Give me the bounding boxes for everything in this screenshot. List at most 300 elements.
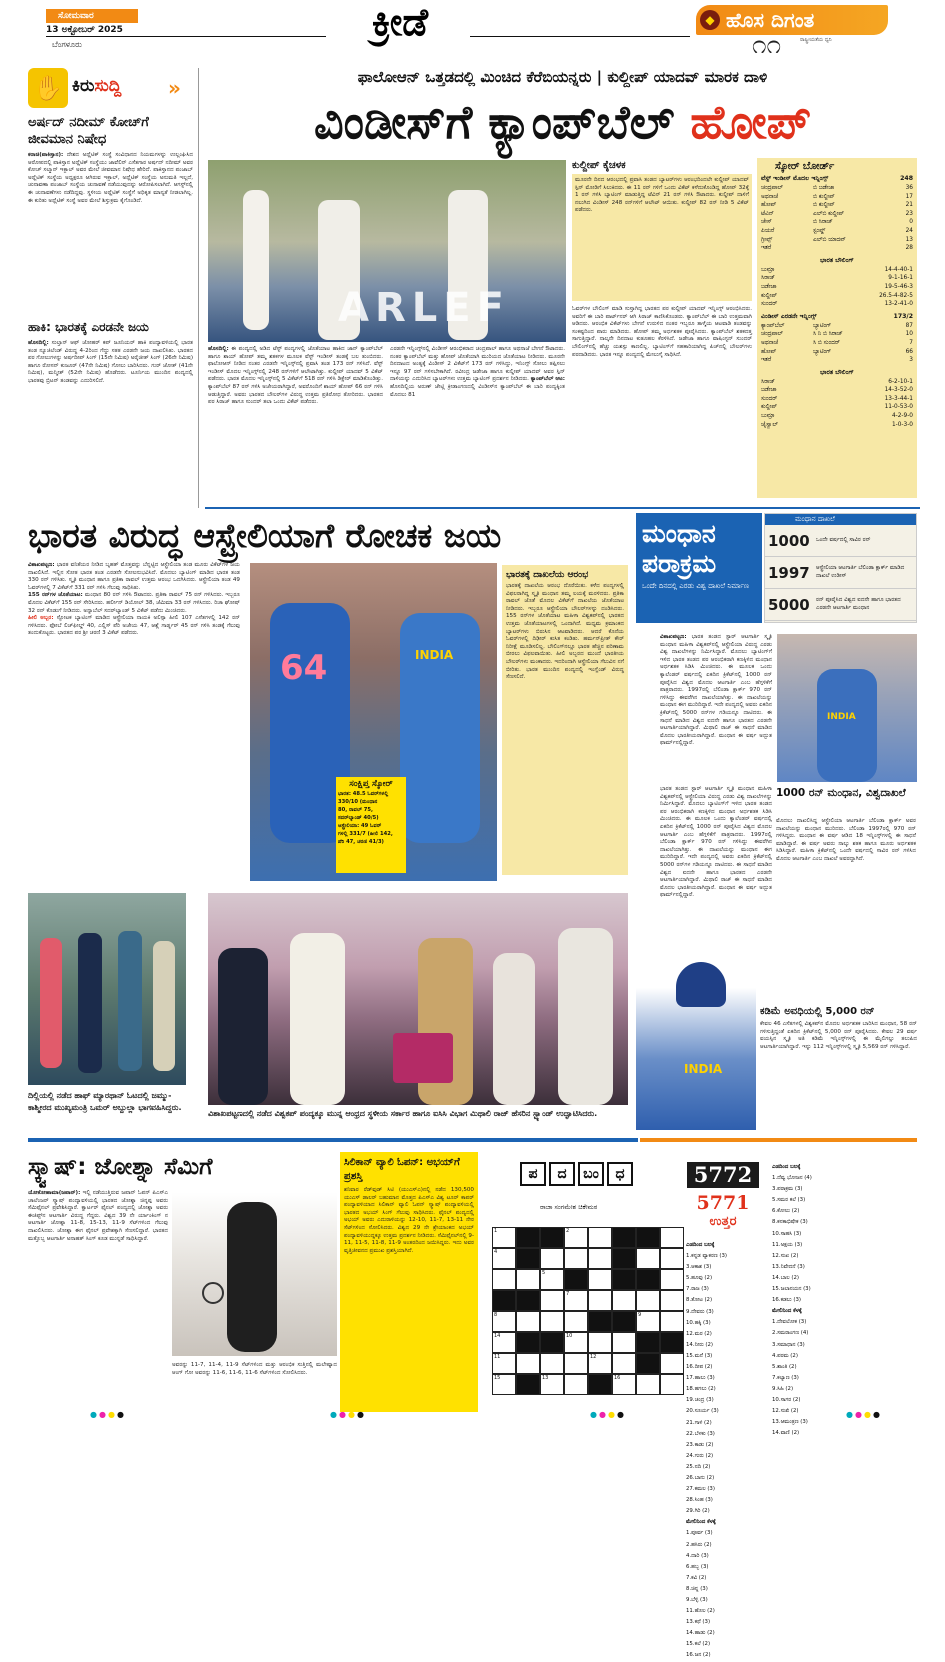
stadium-banner-icon: ARLEF [338, 285, 510, 331]
puzzle-title [520, 1162, 660, 1186]
bowling-row [761, 300, 913, 309]
score-how: ಎಲ್‌ಬಿ ಯಾದವ್ [813, 236, 846, 243]
bowler-name: ಬುಮ್ರಾ [761, 413, 775, 420]
registration-marks: ●●●● [590, 1410, 626, 1419]
scoreboard [757, 158, 917, 498]
cell-number: 16 [614, 1375, 621, 1381]
masthead [0, 0, 945, 60]
crossword-cell [636, 1374, 660, 1395]
cell-number: 7 [566, 1291, 570, 1297]
clue-item: 23.ಕಾಡು (2) [686, 1441, 714, 1448]
crossword-cell [612, 1269, 636, 1290]
score-runs: 7 [909, 339, 913, 346]
kirusuddi-label [72, 76, 121, 96]
lead-body-col2-text: ಎರಡನೇ ಇನ್ನಿಂಗ್ಸ್‌ನಲ್ಲಿ ವಿಂಡೀಸ್ ಆರಂಭಿಕರಾದ ಚಂದ್ರಪಾಲ್ ಹಾಗೂ ಅಥನಾಜೆ ಬೇಗನೆ ಔಟಾದರು. ನಂತರ ಕ್ಯಾಂಪ್‌ಬೆಲ್ ಮತ್ತು ಹೋಪ್ ಜೊತೆಯಾಗಿ ಮುರಿಯದ ಜೊತೆಯಾಟ ನೀಡಿದರು. ಮೂರನೇ ದಿನದಾಟದ ಅಂತ್ಯಕ್ಕೆ ವಿಂಡೀಸ್ 2 ವಿಕೆಟ್‌ಗೆ 173 ರನ್ ಗಳಿಸಿದ್ದು, ಇನಿಂಗ್ಸ್ ಸೋಲು ತಪ್ಪಿಸಲು ಇನ್ನೂ 97 ರನ್ ಗಳಿಸಬೇಕಾಗಿದೆ. ರವೀಂದ್ರ ಜಡೇಜಾ ಹಾಗೂ ಕುಲ್ದೀಪ್ ಯಾದವ್ ಅವರ ಸ್ಪಿನ್ ದಾಳಿಯನ್ನು ಎದುರಿಸಿದ ಬ್ಯಾಟರ್‌ಗಳು ಉತ್ತಮ ಬ್ಯಾಟಿಂಗ್ ಪ್ರದರ್ಶನ ನೀಡಿದರು. [390, 346, 565, 383]
cell-number: 15 [494, 1375, 501, 1381]
jersey-number: 64 [280, 648, 328, 688]
summary-line: ಗಳಲ್ಲಿ 331/7 (ಹೀಲಿ 142, [338, 831, 393, 837]
crossword-cell [564, 1290, 588, 1311]
aus-sub1-label: 155 ರನ್‌ಗಳ ಜೊತೆಯಾಟ: [28, 592, 83, 599]
clue-item: 10.ಹಕ್ಕಿ (3) [686, 1319, 711, 1326]
bowling-row [761, 421, 913, 430]
mandhana-body-text: ಭಾರತ ತಂಡದ ಸ್ಟಾರ್ ಆಟಗಾರ್ತಿ ಸ್ಮೃತಿ ಮಂಧಾನ ಮಹಿಳಾ ವಿಶ್ವಕಪ್‌ನಲ್ಲಿ ಆಸ್ಟ್ರೇಲಿಯಾ ವಿರುದ್ಧ ಎರಡು ವಿಶ್ವ ದಾಖಲೆಗಳನ್ನು ನಿರ್ಮಿಸಿದ್ದಾರೆ. ಮೊದಲು ಬ್ಯಾಟಿಂಗ್‌ಗೆ ಇಳಿದ ಭಾರತ ತಂಡದ ಪರ ಆರಂಭಿಕರಾಗಿ ಕಣಕ್ಕಿಳಿದ ಮಂಧಾನ ಅರ್ಧಶತಕ ಸಿಡಿಸಿ ಮಿಂಚಿದರು. ಈ ಮೂಲಕ ಒಂದು ಕ್ಯಾಲೆಂಡರ್ ವರ್ಷದಲ್ಲಿ ಏಕದಿನ ಕ್ರಿಕೆಟ್‌ನಲ್ಲಿ 1000 ರನ್ ಪೂರೈಸಿದ ವಿಶ್ವದ ಮೊದಲ ಆಟಗಾರ್ತಿ ಎಂಬ ಹೆಗ್ಗಳಿಕೆಗೆ ಪಾತ್ರರಾದರು. 1997ರಲ್ಲಿ ಬೆಲಿಂಡಾ ಕ್ಲಾರ್ಕ್ 970 ರನ್ ಗಳಿಸಿದ್ದು ಈವರೆಗಿನ ದಾಖಲೆಯಾಗಿತ್ತು. ಈ ದಾಖಲೆಯನ್ನು ಮಂಧಾನ ಈಗ ಮುರಿದಿದ್ದಾರೆ. ಇದೇ ಪಂದ್ಯದಲ್ಲಿ ಅವರು ಏಕದಿನ ಕ್ರಿಕೆಟ್‌ನಲ್ಲಿ 5000 ರನ್‌ಗಳ ಗಡಿಯನ್ನೂ ದಾಟಿದರು. ಈ ಸಾಧನೆ ಮಾಡಿದ ವಿಶ್ವದ ಐದನೇ ಹಾಗೂ ಭಾರತದ ಎರಡನೇ ಆಟಗಾರ್ತಿಯಾಗಿದ್ದಾರೆ. ಮಿಥಾಲಿ ರಾಜ್ ಈ ಸಾಧನೆ ಮಾಡಿದ ಮೊದಲ ಭಾರತೀಯರಾಗಿದ್ದಾರೆ. ಮಂಧಾನ ಈ ವರ್ಷ ಅದ್ಭುತ ಫಾರ್ಮ್‌ನಲ್ಲಿದ್ದಾರೆ. [660, 634, 773, 747]
clue-item: 12.ಮರ (2) [686, 1330, 712, 1337]
record-number: 1000 [768, 531, 810, 550]
crossword-cell [540, 1290, 564, 1311]
crossword-cell [492, 1269, 516, 1290]
record-text: ಒಂದೇ ವರ್ಷದಲ್ಲಿ ಸಾವಿರ ರನ್ [816, 536, 871, 543]
clue-item: 11.ಹೊಲ (2) [686, 1608, 715, 1615]
summary-line: ಸದರ್‌ಲ್ಯಾಂಡ್ 40/5) [338, 815, 379, 821]
lead-kicker: ಫಾಲೋಆನ್ ಒತ್ತಡದಲ್ಲಿ ಮಿಂಚಿದ ಕೆರೆಬಿಯನ್ನರು | ಕುಲ್ದೀಪ್ ಯಾದವ್ ಮಾರಕ ದಾಳಿ [357, 68, 768, 86]
clue-item: 10.ಸಾಹಸಿ (3) [772, 1230, 802, 1237]
kirusuddi-badge [28, 68, 186, 108]
crossword-cell [588, 1227, 612, 1248]
clue-item: 13.ನಿವೇದನೆ (3) [772, 1263, 805, 1270]
bowler-name: ಜೈಸ್ವಾಲ್ [761, 421, 778, 428]
crossword-cell [636, 1227, 660, 1248]
summary-title: ಸಂಕ್ಷಿಪ್ತ ಸ್ಕೋರ್ [349, 779, 393, 789]
kirusuddi-label-rest: ಸುದ್ದಿ [94, 76, 122, 96]
clue-item: 7.ರಾಜ (3) [686, 1286, 709, 1293]
runner-figure [118, 931, 142, 1071]
clue-item: 14.ಬಾಲ (2) [772, 1274, 800, 1281]
crossword-cell [492, 1332, 516, 1353]
score-row [761, 244, 913, 253]
bowler-name: ಸಿರಾಜ್ [761, 275, 775, 282]
lead-photo [208, 160, 566, 342]
score-row [761, 356, 913, 365]
score-runs: 0 [909, 219, 913, 226]
mandhana-banner [636, 513, 762, 623]
score-name: ಹೋಪ್ [761, 202, 777, 209]
score-how: ಬಿ ಸಿರಾಜ್ [813, 219, 833, 226]
puzzle-title-char: ಬಂ [578, 1162, 604, 1186]
bowler-figures: 14-3-52-0 [884, 387, 913, 394]
story2-text: ಸುಲ್ತಾನ್ ಆಫ್ ಜೋಹರ್ ಕಪ್ ಜೂನಿಯರ್ ಹಾಕಿ ಪಂದ್ಯಾವಳಿಯಲ್ಲಿ ಭಾರತ ತಂಡ ನ್ಯೂಜಿಲೆಂಡ್ ವಿರುದ್ಧ 4-2ರಿಂದ ಗೆದ್ದು ಸತತ ಎರಡನೇ ಜಯ ದಾಖಲಿಸಿತು. ಭಾರತದ ಪರ ಗೋಲುಗಳನ್ನು ಅರ್ಷದೀಪ್ ಸಿಂಗ್ (15ನೇ ನಿಮಿಷ) ಅರೈಜೀತ್ ಸಿಂಗ್ (26ನೇ ನಿಮಿಷ) ಹಾಗೂ ರೋಸನ್ ಕುಜೂರ್ (47ನೇ ನಿಮಿಷ) ಗೋಲು ಬಾರಿಸಿದರು. ಗುರ್ ಜೋತ್ (41ನೇ ನಿಮಿಷ), ಮನ್ಮೀತ್ (52ನೇ ನಿಮಿಷ) ಹೊಡೆದರು. ಟೂರ್ನಿಯ ಮುಂದಿನ ಪಂದ್ಯದಲ್ಲಿ ಭಾರತವು ಬ್ರಿಟನ್ ತಂಡವನ್ನು ಎದುರಿಸಲಿದೆ. [28, 340, 194, 384]
prev-puzzle-number: 5771 [696, 1192, 750, 1214]
crossword-cell [660, 1332, 684, 1353]
crossword-cell [540, 1311, 564, 1332]
crossword-cell [588, 1290, 612, 1311]
bowler-name: ಕುಲ್ದೀಪ್ [761, 292, 777, 299]
clue-item: 9.ದೇವರು (3) [686, 1308, 714, 1315]
crossword-cell [516, 1227, 540, 1248]
registration-marks: ●●●● [846, 1410, 882, 1419]
cell-number: 2 [566, 1228, 570, 1234]
clue-item: 1.ಪೂರ್ವ (3) [686, 1530, 713, 1537]
record-number: 5000 [768, 595, 810, 614]
aus-body [28, 562, 240, 880]
score-row [761, 339, 913, 348]
crossword-cell [540, 1269, 564, 1290]
score-name: ಅಥನಾಜೆ [761, 193, 778, 200]
event-photo [208, 893, 628, 1105]
clue-item: 29.ಗಿರಿ (2) [686, 1508, 710, 1515]
score-runs: 87 [905, 322, 913, 329]
crossword-cell [564, 1353, 588, 1374]
story1-headline: ಅರ್ಷದ್ ನದೀಮ್ ಕೋಚ್‌ಗೆ ಜೀವಮಾನ ನಿಷೇಧ [28, 115, 149, 147]
score-name: ಇತರೆ [761, 245, 772, 252]
crossword-cell [660, 1311, 684, 1332]
clue-item: 13.ಕಥೆ (3) [686, 1619, 711, 1626]
crossword-cell [588, 1269, 612, 1290]
bowling-row [761, 378, 913, 387]
clue-item: 18.ಹಗಲು (2) [686, 1386, 716, 1393]
bowler-figures: 19-5-46-3 [884, 283, 913, 290]
scoreboard-bowl2-rows [761, 378, 913, 430]
lead-caption-label: ಕ್ಯಾಂಪ್‌ಬೆಲ್ ಆಟ: [530, 376, 565, 383]
records-box [764, 513, 917, 623]
player-figure [243, 190, 269, 330]
brand-logo [696, 5, 888, 35]
crossword-cell [588, 1374, 612, 1395]
silicon-headline: ಸಿಲಿಕಾನ್ ವ್ಯಾಲಿ ಓಪನ್: ಅಭಯ್‌ಗೆ ಪ್ರಶಸ್ತಿ [344, 1157, 460, 1182]
crossword-cell [612, 1353, 636, 1374]
answers-down-title: ಮೇಲಿನಿಂದ ಕೆಳಕ್ಕೆ [772, 1308, 802, 1315]
crossword-cell [588, 1332, 612, 1353]
across-title: ಎಡದಿಂದ ಬಲಕ್ಕೆ [686, 1242, 715, 1248]
lead-body-col1-text: ಈ ಪಂದ್ಯದಲ್ಲಿ ಅಡಿದ ಟೆಸ್ಟ್ ಪಂದ್ಯಗಳಲ್ಲಿ ಜೊತೆಯಾಟ ಹಾಕಿದ ಜಾನ್ ಕ್ಯಾಂಪ್‌ಬೆಲ್ ಹಾಗೂ ಶಾಯ್ ಹೋಪ್ ತಮ್ಮ ಶತಕಗಳ ಮೂಲಕ ವೆಸ್ಟ್ ಇಂಡೀಸ್ ತಂಡಕ್ಕೆ ಬಲ ತುಂಬಿದರು. ಫಾಲೋಆನ್ ನೀಡಿದ ನಂತರ ಎರಡನೇ ಇನ್ನಿಂಗ್ಸ್‌ನಲ್ಲಿ ಪ್ರವಾಸಿ ತಂಡ 173 ರನ್ ಗಳಿಸಿದೆ. ವೆಸ್ಟ್ ಇಂಡೀಸ್ ಮೊದಲ ಇನ್ನಿಂಗ್ಸ್‌ನಲ್ಲಿ 248 ರನ್‌ಗಳಿಗೆ ಆಲೌಟಾಗಿತ್ತು. ಕುಲ್ದೀಪ್ ಯಾದವ್ 5 ವಿಕೆಟ್ ಪಡೆದರು. ಭಾರತ ಮೊದಲ ಇನ್ನಿಂಗ್ಸ್‌ನಲ್ಲಿ 5 ವಿಕೆಟ್‌ಗೆ 518 ರನ್ ಗಳಿಸಿ ಡಿಕ್ಲೇರ್ ಮಾಡಿಕೊಂಡಿತ್ತು. ಕ್ಯಾಂಪ್‌ಬೆಲ್ 87 ರನ್ ಗಳಿಸಿ ಅಜೇಯರಾಗಿದ್ದಾರೆ, ಅವರೊಂದಿಗೆ ಶಾಯ್ ಹೋಪ್ 66 ರನ್ ಗಳಿಸಿ ಆಡುತ್ತಿದ್ದಾರೆ. ಅವರು ಭಾರತದ ಬೌಲರ್‌ಗಳ ವಿರುದ್ಧ ಉತ್ತಮ ಪ್ರತಿರೋಧ ತೋರಿದರು. ಭಾರತದ ಪರ ಸಿರಾಜ್ ಹಾಗೂ ಸುಂದರ್ ತಲಾ ಒಂದು ವಿಕೆಟ್ ಪಡೆದರು. [208, 346, 383, 406]
score-runs: 66 [905, 348, 913, 355]
crossword-cell [540, 1353, 564, 1374]
person-figure [290, 933, 345, 1105]
score-how: ಬ್ಯಾಟಿಂಗ್ [813, 348, 832, 355]
score-row [761, 236, 913, 245]
cell-number: 1 [494, 1228, 498, 1234]
score-runs: 23 [905, 210, 913, 217]
aus-side-box [502, 565, 628, 875]
lead-body-col2 [390, 346, 565, 504]
silicon-box [340, 1152, 478, 1412]
mandhana-sub1-title: 1000 ರನ್ ಮಂಧಾನ, ವಿಶ್ವದಾಖಲೆ [776, 787, 906, 799]
bowler-figures: 4-2-9-0 [891, 413, 913, 420]
squash-headline: ಸ್ಕ್ವಾಷ್: ಜೋಶ್ನಾ ಸೆಮಿಗೆ [28, 1154, 213, 1180]
cell-number: 4 [494, 1249, 498, 1255]
score-name: ಚಂದ್ರಪಾಲ್ [761, 331, 783, 338]
puzzle-number: 5772 [687, 1162, 759, 1188]
crossword-cell [660, 1353, 684, 1374]
cell-number: 5 [542, 1270, 546, 1276]
crossword-cell [612, 1311, 636, 1332]
score-name: ಕ್ಯಾಂಪ್‌ಬೆಲ್ [761, 322, 785, 329]
kuldeep-title: ಕುಲ್ದೀಪ್ ಕೈಚಳಕ [572, 160, 626, 171]
story2-headline: ಹಾಕಿ: ಭಾರತಕ್ಕೆ ಎರಡನೇ ಜಯ [28, 320, 149, 334]
clue-item: 20.ಸೂರ್ಯ (3) [686, 1408, 719, 1415]
bowler-figures: 13-2-41-0 [884, 301, 913, 308]
page-number: ೧೧ [752, 30, 782, 60]
crossword-cell [516, 1269, 540, 1290]
clue-item: 15.ಕಲೆ (2) [686, 1641, 711, 1648]
crossword-cell [516, 1290, 540, 1311]
clue-item: 9.ಸಿಹಿ (2) [772, 1385, 794, 1392]
crossword-cell [588, 1248, 612, 1269]
records-title: ಮಂಧಾನ ದಾಖಲೆ [765, 514, 916, 525]
crossword-cell [516, 1353, 540, 1374]
kuldeep-body: ಮೂರನೇ ದಿನದ ಆರಂಭದಲ್ಲಿ ಪ್ರವಾಸಿ ತಂಡದ ಬ್ಯಾಟರ್‌ಗಳು ಆರಂಭದಿಂದಲೇ ಕುಲ್ದೀಪ್ ಯಾದವ್ ಸ್ಪಿನ್ ಮೋಡಿಗೆ ಸಿಲುಕಿದರು. ಈ 11 ರನ್ ಗಳಿಗೆ ಒಂದು ವಿಕೆಟ್ ಕಳೆದುಕೊಂಡಿದ್ದ ಹೋಪ್ 32ಕ್ಕೆ 1 ರನ್ ಗಳಿಸಿ ಬ್ಯಾಟಿಂಗ್ ಮಾಡುತ್ತಿದ್ದ ಟೆವಿನ್ 21 ರನ್ ಗಳಿಸಿ ಔಟಾದರು. ಕುಲ್ದೀಪ್ ದಾಳಿಗೆ ನಲುಗಿದ ವಿಂಡೀಸ್ 248 ರನ್‌ಗಳಿಗೆ ಆಲೌಟ್ ಆಯಿತು. ಕುಲ್ದೀಪ್ 82 ರನ್ ನೀಡಿ 5 ವಿಕೆಟ್ ಪಡೆದರು. [575, 177, 749, 214]
day-badge: ಸೋಮವಾರ [46, 9, 138, 23]
score-runs: 10 [905, 331, 913, 338]
bowler-name: ಸುಂದರ್ [761, 301, 778, 308]
crossword-cell [516, 1332, 540, 1353]
answer-clues [772, 1162, 920, 1437]
crossword-cell [588, 1311, 612, 1332]
mandhana-subtitle: ಒಂದೇ ದಿನದಲ್ಲಿ ಎರಡು ವಿಶ್ವ ದಾಖಲೆ ನಿರ್ಮಾಣ [642, 582, 749, 590]
clue-item: 1.ಕನ್ನಡ ವ್ಯಾಕರಣ (3) [686, 1253, 727, 1260]
clue-item: 13.ಆಮಂತ್ರಣ (3) [772, 1419, 808, 1426]
clue-item: 10.ಸಾಗರ (2) [772, 1396, 801, 1403]
crossword-cell [564, 1248, 588, 1269]
header-rule-right [470, 36, 690, 37]
clue-item: 16.ಜನ (2) [686, 1652, 711, 1659]
cell-number: 8 [494, 1312, 498, 1318]
lead-caption-text: ಹೊಸದಿಲ್ಲಿಯ ಅರುಣ್ ಜೇಟ್ಲಿ ಕ್ರೀಡಾಂಗಣದಲ್ಲಿ ವಿಂಡೀಸ್‌ನ ಕ್ಯಾಂಪ್‌ಬೆಲ್ ಈ ಬಾರಿ ಪಂದ್ಯಕ್ಕಿಂತ ಮೊದಲು 81 [390, 383, 565, 398]
person-figure [493, 953, 535, 1105]
record-item [765, 557, 916, 589]
player-figure [227, 1202, 277, 1352]
person-figure [218, 948, 268, 1105]
hand-icon: ✋ [28, 68, 68, 108]
cell-number: 11 [494, 1354, 501, 1360]
bowler-name: ಜಡೇಜಾ [761, 283, 777, 290]
clue-item: 7.ಕವಿ (2) [686, 1574, 707, 1581]
puzzle-title-char: ದ [549, 1162, 575, 1186]
crossword-cell [492, 1311, 516, 1332]
score-row [761, 218, 913, 227]
lead-body-col1 [208, 346, 383, 504]
crossword-cell [564, 1227, 588, 1248]
clue-item: 6.ಹಬ್ಬ (3) [686, 1563, 709, 1570]
mandhana-photo [777, 634, 917, 782]
cell-number: 12 [590, 1354, 597, 1360]
bowler-figures: 6-2-10-1 [888, 378, 913, 385]
clue-item: 15.ಜಲಾನಯನ (3) [772, 1286, 811, 1293]
crossword-cell [612, 1332, 636, 1353]
mandhana-dateline: ವಿಶಾಖಪಟ್ಟಣ: [660, 634, 687, 640]
crossword-cell [564, 1332, 588, 1353]
score-runs: 17 [905, 193, 913, 200]
kirusuddi-label-bold: ಕಿರು [72, 76, 95, 96]
clue-item: 17.ಹಾಲು (3) [686, 1375, 715, 1382]
silicon-body: ಶನಿವಾರ ರೆಡ್‌ವುಡ್ ಸಿಟಿ (ಯುಎಸ್‌ಎ)ನಲ್ಲಿ ನಡೆದ 130,500 ಯುಎಸ್ ಡಾಲರ್ ಬಹುಮಾನ ಮೊತ್ತದ ಪಿಎಸ್‌ಎ ವಿಶ್ವ ಟೂರ್ ಕಾಪರ್ ಪಂದ್ಯಾವಳಿಯಾದ ಸಿಲಿಕಾನ್ ವ್ಯಾಲಿ ಓಪನ್ ಸ್ಕ್ವಾಷ್ ಪಂದ್ಯಾವಳಿಯಲ್ಲಿ ಭಾರತದ ಅಭಯ್ ಸಿಂಗ್ ಗೆಲುವು ಸಾಧಿಸಿದರು. ಫೈನಲ್ ಪಂದ್ಯದಲ್ಲಿ ಅಭಯ್ ಅವರು ಎದುರಾಳಿಯನ್ನು 12-10, 11-7, 13-11 ನೇರ ಸೆಟ್‌ಗಳಿಂದ ಸೋಲಿಸಿದರು. ವಿಶ್ವದ 29 ನೇ ಶ್ರೇಯಾಂಕದ ಅಭಯ್ ಪಂದ್ಯಾವಳಿಯುದ್ದಕ್ಕೂ ಉತ್ತಮ ಪ್ರದರ್ಶನ ನೀಡಿದರು. ಸೆಮಿಫೈನಲ್‌ನಲ್ಲಿ 9-11, 11-5, 11-8, 11-9 ಅಂತರದಿಂದ ಜಯಿಸಿದ್ದರು. ಇದು ಅವರ ವೃತ್ತಿಜೀವನದ ಪ್ರಮುಖ ಪ್ರಶಸ್ತಿಯಾಗಿದೆ. [344, 1187, 474, 1254]
clue-item: 25.ನದಿ (2) [686, 1463, 711, 1470]
clue-item: 4.ಪರಮ (2) [772, 1352, 798, 1359]
score-how: ಬಿ ಕುಲ್ದೀಪ್ [813, 193, 835, 200]
clue-item: 8.ಕನಕಾಭಿಷೇಕ (3) [772, 1219, 808, 1226]
bowling-row [761, 266, 913, 275]
crossword-cell [564, 1311, 588, 1332]
cell-number: 10 [566, 1333, 573, 1339]
clue-item: 27.ಕಮಲ (3) [686, 1486, 715, 1493]
clue-item: 6.ಕೋಲು (2) [772, 1208, 800, 1215]
story2-dateline: ಹೊಸದಿಲ್ಲಿ: [28, 340, 49, 346]
clue-item: 15.ಮನೆ (3) [686, 1352, 713, 1359]
crossword-cell [540, 1227, 564, 1248]
marathon-photo [28, 893, 186, 1085]
puzzle-title-char: ಪ [520, 1162, 546, 1186]
crossword-cell [516, 1248, 540, 1269]
crossword-cell [636, 1332, 660, 1353]
crossword-grid [492, 1227, 684, 1395]
bowling-row [761, 386, 913, 395]
bowler-name: ಕುಲ್ದೀಪ್ [761, 404, 777, 411]
brand-name: ಹೊಸ ದಿಗಂತ [726, 8, 815, 32]
score-row [761, 227, 913, 236]
clue-item: 5.ಹೂವು (2) [686, 1275, 713, 1282]
squash-dateline: ಯೋಕೋಹಾಮಾ(ಜಪಾನ್): [28, 1190, 81, 1196]
crossword-cell [660, 1374, 684, 1395]
mandhana-sub2-body: ಕೇವಲ 46 ಎಸೆತಗಳಲ್ಲಿ ವಿಶ್ವಕಪ್‌ನ ಮೊದಲ ಅರ್ಧಶತಕ ಬಾರಿಸಿದ ಮಂಧಾನ, 58 ರನ್ ಗಳಿಸುತ್ತಿದ್ದಂತೆ ಏಕದಿನ ಕ್ರಿಕೆಟ್‌ನಲ್ಲಿ 5,000 ರನ್ ಪೂರೈಸಿದರು. ಕೇವಲ 29 ವರ್ಷ ವಯಸ್ಸಿನ ಸ್ಮೃತಿ ಅತಿ ಕಡಿಮೆ ಇನ್ನಿಂಗ್ಸ್‌ಗಳಲ್ಲಿ ಈ ಮೈಲಿಗಲ್ಲು ತಲುಪಿದ ಆಟಗಾರ್ತಿಯಾಗಿದ್ದಾರೆ. ಇನ್ನು 112 ಇನ್ನಿಂಗ್ಸ್‌ಗಳಲ್ಲಿ ಸ್ಮೃತಿ 5,569 ರನ್ ಗಳಿಸಿದ್ದಾರೆ. [760, 1021, 917, 1050]
india-logo-icon: INDIA [415, 648, 454, 662]
bowler-figures: 13-3-44-1 [884, 395, 913, 402]
clue-item: 2.ಹಸಿರು (2) [686, 1541, 712, 1548]
cell-number: 13 [542, 1375, 549, 1381]
score-row [761, 184, 913, 193]
crossword-cell [516, 1374, 540, 1395]
score-row [761, 210, 913, 219]
down-title: ಮೇಲಿನಿಂದ ಕೆಳಕ್ಕೆ [686, 1519, 716, 1526]
clue-item: 4.ದಾರಿ (3) [686, 1552, 709, 1559]
crossword-cell [612, 1227, 636, 1248]
score-runs: 3 [909, 357, 913, 364]
clue-item: 16.ಕಡಲು (3) [772, 1297, 801, 1304]
clue-item: 21.ಗಾಳಿ (2) [686, 1419, 712, 1426]
kuldeep-body2: ಓವರ್‌ಗಳ ಬೌಲಿಂಗ್ ಮಾಡಿ ಸುಸ್ತಾಗಿದ್ದ ಭಾರತದ ಪರ ಕುಲ್ದೀಪ್ ಯಾದವ್ ಇನ್ನಿಂಗ್ಸ್ ಆರಂಭಿಸಿದರು. ಅವರಿಗೆ ಈ ಬಾರಿ ಪಾರ್ಟ್‌ನರ್ ಆಗಿ ಸಿರಾಜ್ ಕಾಣಿಸಿಕೊಂಡರು. ಕ್ಯಾಂಪ್‌ಬೆಲ್ ಈ ಬಾರಿ ಉತ್ತಮವಾಗಿ ಆಡಿದರು. ಆರಂಭಿಕ ವಿಕೆಟ್‌ಗಳು ಬೇಗನೆ ಉರುಳಿದ ನಂತರ ಇಬ್ಬರೂ ತಾಳ್ಮೆಯ ಆಟವಾಡಿ ತಂಡವನ್ನು ಸಂಕಷ್ಟದಿಂದ ಪಾರು ಮಾಡಿದರು. ಹೋಪ್ ತಮ್ಮ ಅರ್ಧಶತಕ ಪೂರೈಸಿದರು. ಕ್ಯಾಂಪ್‌ಬೆಲ್ ಶತಕದತ್ತ ಸಾಗುತ್ತಿದ್ದಾರೆ. ನಾಲ್ಕನೇ ದಿನದಾಟ ಕುತೂಹಲ ಕೆರಳಿಸಿದೆ. ಜಡೇಜಾ ಹಾಗೂ ವಾಷಿಂಗ್ಟನ್ ಸುಂದರ್ ಬೌಲಿಂಗ್‌ನಲ್ಲಿ ಹೆಚ್ಚು ಯಶಸ್ಸು ಕಾಣಲಿಲ್ಲ. ಬ್ಯಾಟಿಂಗ್‌ಗೆ ಸಹಕಾರಿಯಾಗಿದ್ದ ಪಿಚ್‌ನಲ್ಲಿ ಬೌಲರ್‌ಗಳು ಪರದಾಡಿದರು. ಭಾರತ ಇನ್ನೂ ಪಂದ್ಯದಲ್ಲಿ ಮೇಲುಗೈ ಸಾಧಿಸಿದೆ. [572, 306, 752, 358]
bowler-name: ಜಡೇಜಾ [761, 387, 777, 394]
crossword-cell [492, 1374, 516, 1395]
crossword-cell [660, 1290, 684, 1311]
score-runs: 13 [905, 236, 913, 243]
clue-item: 24.ಗುರು (2) [686, 1452, 714, 1459]
clue-item: 5.ಶಾಂತಿ (2) [772, 1363, 797, 1370]
clue-item: 2.ಸಮರಾಂಗಣ (4) [772, 1330, 809, 1337]
crossword-cell [564, 1374, 588, 1395]
crossword-cell [660, 1248, 684, 1269]
squash-body [28, 1190, 168, 1410]
clue-item: 8.ಚಿನ್ನ (3) [686, 1585, 708, 1592]
mandhana-body-cont: ಭಾರತ ತಂಡದ ಸ್ಟಾರ್ ಆಟಗಾರ್ತಿ ಸ್ಮೃತಿ ಮಂಧಾನ ಮಹಿಳಾ ವಿಶ್ವಕಪ್‌ನಲ್ಲಿ ಆಸ್ಟ್ರೇಲಿಯಾ ವಿರುದ್ಧ ಎರಡು ವಿಶ್ವ ದಾಖಲೆಗಳನ್ನು ನಿರ್ಮಿಸಿದ್ದಾರೆ. ಮೊದಲು ಬ್ಯಾಟಿಂಗ್‌ಗೆ ಇಳಿದ ಭಾರತ ತಂಡದ ಪರ ಆರಂಭಿಕರಾಗಿ ಕಣಕ್ಕಿಳಿದ ಮಂಧಾನ ಅರ್ಧಶತಕ ಸಿಡಿಸಿ ಮಿಂಚಿದರು. ಈ ಮೂಲಕ ಒಂದು ಕ್ಯಾಲೆಂಡರ್ ವರ್ಷದಲ್ಲಿ ಏಕದಿನ ಕ್ರಿಕೆಟ್‌ನಲ್ಲಿ 1000 ರನ್ ಪೂರೈಸಿದ ವಿಶ್ವದ ಮೊದಲ ಆಟಗಾರ್ತಿ ಎಂಬ ಹೆಗ್ಗಳಿಕೆಗೆ ಪಾತ್ರರಾದರು. 1997ರಲ್ಲಿ ಬೆಲಿಂಡಾ ಕ್ಲಾರ್ಕ್ 970 ರನ್ ಗಳಿಸಿದ್ದು ಈವರೆಗಿನ ದಾಖಲೆಯಾಗಿತ್ತು. ಈ ದಾಖಲೆಯನ್ನು ಮಂಧಾನ ಈಗ ಮುರಿದಿದ್ದಾರೆ. ಇದೇ ಪಂದ್ಯದಲ್ಲಿ ಅವರು ಏಕದಿನ ಕ್ರಿಕೆಟ್‌ನಲ್ಲಿ 5000 ರನ್‌ಗಳ ಗಡಿಯನ್ನೂ ದಾಟಿದರು. ಈ ಸಾಧನೆ ಮಾಡಿದ ವಿಶ್ವದ ಐದನೇ ಹಾಗೂ ಭಾರತದ ಎರಡನೇ ಆಟಗಾರ್ತಿಯಾಗಿದ್ದಾರೆ. ಮಿಥಾಲಿ ರಾಜ್ ಈ ಸಾಧನೆ ಮಾಡಿದ ಮೊದಲ ಭಾರತೀಯರಾಗಿದ್ದಾರೆ. ಮಂಧಾನ ಈ ವರ್ಷ ಅದ್ಭುತ ಫಾರ್ಮ್‌ನಲ್ಲಿದ್ದಾರೆ. [660, 786, 772, 899]
crossword-cell [540, 1374, 564, 1395]
runner-figure [78, 933, 102, 1073]
clue-item: 12.ಸುಖ (2) [772, 1252, 799, 1259]
score-name: ಹೋಪ್ [761, 348, 777, 355]
score-row [761, 330, 913, 339]
helmet-icon [676, 962, 726, 1007]
bowling-row [761, 292, 913, 301]
across-clues [686, 1240, 770, 1659]
prev-puzzle-label: ಉತ್ತರ [709, 1214, 737, 1229]
record-item [765, 589, 916, 621]
crossword-cell [660, 1269, 684, 1290]
score-row [761, 322, 913, 331]
header-rule [46, 36, 326, 37]
summary-line: ಭಾರತ: 48.5 ಓವರ್‌ಗಳಲ್ಲಿ 330/10 (ಮಂಧಾನ [338, 791, 389, 805]
crossword-cell [612, 1290, 636, 1311]
cell-number: 14 [494, 1333, 501, 1339]
kuldeep-box [572, 174, 752, 301]
crossword-cell [636, 1269, 660, 1290]
crossword-cell [492, 1248, 516, 1269]
brand-tagline: ರಾಷ್ಟ್ರೀಯತೆಯ ಧ್ವನಿ [800, 37, 832, 43]
score-name: ಟೆವಿನ್ [761, 210, 774, 217]
lead-headline-accent: ಹೋಪ್ [690, 95, 812, 149]
crossword-cell [540, 1332, 564, 1353]
issue-date: 13 ಅಕ್ಟೋಬರ್ 2025 [46, 25, 123, 35]
crossword-cell [492, 1290, 516, 1311]
clue-item: 11.ಅಕ್ಷಯ (3) [772, 1241, 803, 1248]
mandhana-title-l2: ಪರಾಕ್ರಮ [642, 549, 717, 578]
lead-headline [205, 92, 920, 152]
lead-dateline: ಹೊಸದಿಲ್ಲಿ: [208, 346, 229, 352]
aus-sub2-text: ಸ್ಫೋಟಕ ಬ್ಯಾಟಿಂಗ್ ಮಾಡಿದ ಆಸ್ಟ್ರೇಲಿಯಾ ನಾಯಕಿ ಅಲಿಸ್ಸಾ ಹೀಲಿ 107 ಎಸೆತಗಳಲ್ಲಿ 142 ರನ್ ಗಳಿಸಿದರು. ಫೋಬೆ ಲಿಚ್‌ಫೀಲ್ಡ್ 40, ಎಲ್ಲಿಸ್ ಪೆರಿ ಅಜೇಯ 47, ಆಶ್ಲೆ ಗಾರ್ಡ್ನರ್ 45 ರನ್ ಗಳಿಸಿ ತಂಡಕ್ಕೆ ಗೆಲುವು ತಂದುಕೊಟ್ಟರು. ಭಾರತದ ಪರ ಶ್ರೀ ಚರಣಿ 3 ವಿಕೆಟ್ ಪಡೆದರು. [28, 615, 241, 637]
score-row [761, 348, 913, 357]
record-number: 1997 [768, 563, 810, 582]
squash-body-text: ಇಲ್ಲಿ ನಡೆಯುತ್ತಿರುವ ಜಪಾನ್ ಓಪನ್ ಪಿಎಸ್‌ಎ ಚಾಲೆಂಜರ್ ಸ್ಕ್ವಾಷ್ ಪಂದ್ಯಾವಳಿಯಲ್ಲಿ ಭಾರತದ ಜೋಶ್ನಾ ಚಿನ್ನಪ್ಪ ಅವರು ಸೆಮಿಫೈನಲ್ ಪ್ರವೇಶಿಸಿದ್ದಾರೆ. ಕ್ವಾರ್ಟರ್ ಫೈನಲ್ ಪಂದ್ಯದಲ್ಲಿ ಜೋಶ್ನಾ ಅವರು ಈಜಿಪ್ಟ್‌ನ ಆಟಗಾರ್ತಿ ವಿರುದ್ಧ ಗೆದ್ದರು. ವಿಶ್ವದ 39 ನೇ ರ್ಯಾಂಕಿಂಗ್ ನ ಆಟಗಾರ್ತಿ ಜೋಶ್ನಾ 11-8, 15-13, 11-9 ಸೆಟ್‌ಗಳಿಂದ ಗೆಲುವು ದಾಖಲಿಸಿದರು. ಜೋಶ್ನಾ ಈಗ ಫೈನಲ್ ಪ್ರವೇಶಕ್ಕಾಗಿ ಸೆಣಸಲಿದ್ದಾರೆ. ಭಾರತದ ಮತ್ತೊಬ್ಬ ಆಟಗಾರ್ತಿ ಅನಾಹತ್ ಸಿಂಗ್ ಕೂಡ ಮುನ್ನಡೆ ಸಾಧಿಸಿದ್ದಾರೆ. [28, 1190, 168, 1242]
racquet-icon [202, 1282, 224, 1304]
record-text: ರನ್ ಪೂರೈಸಿದ ವಿಶ್ವದ ಐದನೇ ಹಾಗೂ ಭಾರತದ ಎರಡನೇ ಆಟಗಾರ್ತಿ ಮಂಧಾನ [816, 597, 901, 611]
record-text: ಆಸ್ಟ್ರೇಲಿಯಾ ಆಟಗಾರ್ತಿ ಬೆಲಿಂಡಾ ಕ್ಲಾರ್ಕ್ ಮಾಡಿದ ದಾಖಲೆ ಉಡೀಸ್ [816, 565, 905, 579]
score-how: ಬಿ ಜಡೇಜಾ [813, 185, 835, 191]
crossword-cell [636, 1311, 660, 1332]
runner-figure [153, 941, 175, 1071]
clue-item: 3.ಪರಾಕ್ರಮ (3) [772, 1186, 803, 1193]
score-how: ಎಲ್‌ಬಿ ಕುಲ್ದೀಪ್ [813, 210, 845, 217]
crossword-cell [564, 1269, 588, 1290]
score-how: ಬಿ ಕುಲ್ದೀಪ್ [813, 202, 835, 209]
score-runs: 24 [905, 227, 913, 234]
records-list [765, 525, 916, 621]
aus-dateline: ವಿಶಾಖಪಟ್ಟಣ: [28, 562, 55, 568]
bottom-rule-blue [28, 1138, 638, 1142]
crossword-cell [612, 1374, 636, 1395]
clue-item: 16.ದೀಪ (2) [686, 1364, 713, 1371]
scoreboard-bowl1-header: ಭಾರತ ಬೌಲಿಂಗ್ [820, 256, 854, 264]
bowling-row [761, 395, 913, 404]
answers-across-title: ಎಡದಿಂದ ಬಲಕ್ಕೆ [772, 1164, 801, 1170]
score-runs: 28 [905, 245, 913, 252]
bowling-row [761, 412, 913, 421]
crossword-cell [636, 1248, 660, 1269]
score-runs: 21 [905, 202, 913, 209]
score-name: ಪಿಯರೆ [761, 227, 775, 234]
scoreboard-inn2-header: ವಿಂಡೀಸ್ ಎರಡನೇ ಇನ್ನಿಂಗ್ಸ್ 173/2 [761, 312, 913, 320]
score-row [761, 193, 913, 202]
crossword-cell [492, 1353, 516, 1374]
crossword-cell [492, 1227, 516, 1248]
registration-marks: ●●●● [90, 1410, 126, 1419]
bowling-row [761, 274, 913, 283]
crossword-cell [636, 1353, 660, 1374]
lead-headline-main: ವಿಂಡೀಸ್‌ಗೆ ಕ್ಯಾಂಪ್‌ಬೆಲ್ [313, 95, 675, 149]
mandhana-body [660, 634, 772, 784]
summary-box [336, 777, 406, 873]
score-how: ಸಿ ಬಿ ಸುಂದರ್ [813, 339, 840, 346]
crossword-cell [660, 1227, 684, 1248]
mandhana-portrait [636, 952, 756, 1130]
score-how [813, 244, 895, 253]
clue-item: 9.ಬೆಳ್ಳಿ (3) [686, 1597, 708, 1603]
score-how: ಬ್ಯಾಟಿಂಗ್ [813, 322, 832, 329]
crossword-cell [516, 1311, 540, 1332]
clue-item: 22.ಬೆಳಕು (3) [686, 1430, 715, 1437]
scoreboard-bowl2-header: ಭಾರತ ಬೌಲಿಂಗ್ [820, 368, 854, 376]
scoreboard-inn1-rows [761, 184, 913, 253]
crossword-cell [612, 1248, 636, 1269]
mandhana-sub1-body: ಮೊದಲು ದಾಖಲಿಸಿದ್ದ ಆಸ್ಟ್ರೇಲಿಯಾ ಆಟಗಾರ್ತಿ ಬೆಲಿಂಡಾ ಕ್ಲಾರ್ಕ್ ಅವರ ದಾಖಲೆಯನ್ನು ಮಂಧಾನ ಮುರಿದರು. ಬೆಲಿಂಡಾ 1997ರಲ್ಲಿ 970 ರನ್ ಗಳಿಸಿದ್ದರು. ಮಂಧಾನ ಈ ವರ್ಷ ಆಡಿದ 18 ಇನ್ನಿಂಗ್ಸ್‌ಗಳಲ್ಲಿ ಈ ಸಾಧನೆ ಮಾಡಿದ್ದಾರೆ. ಈ ವರ್ಷ ಅವರು ನಾಲ್ಕು ಶತಕ ಹಾಗೂ ಮೂರು ಅರ್ಧಶತಕ ಸಿಡಿಸಿದ್ದಾರೆ. ಮಹಿಳಾ ಕ್ರಿಕೆಟ್‌ನಲ್ಲಿ ಒಂದೇ ವರ್ಷದಲ್ಲಿ ಸಾವಿರ ರನ್ ಗಳಿಸಿದ ಮೊದಲ ಆಟಗಾರ್ತಿ ಎಂಬ ದಾಖಲೆ ಅವರದ್ದಾಗಿದೆ. [776, 818, 916, 862]
india-logo-icon: INDIA [827, 712, 856, 722]
score-name: ಗ್ರೀವ್ಸ್ [761, 236, 773, 243]
silicon-caption: ಅವರನ್ನು 11-7, 11-4, 11-9 ಸೆಟ್‌ಗಳಿಂದ ಮತ್ತು ಆರಂಭಿಕ ಸುತ್ತಿನಲ್ಲಿ ಮಲೇಷ್ಯಾದ ಆಂಗ್ ಗೋ ಅವರನ್ನು 11-6, 11-6, 11-6 ಸೆಟ್‌ಗಳಿಂದ ಸೋಲಿಸಿದರು. [172, 1362, 337, 1376]
